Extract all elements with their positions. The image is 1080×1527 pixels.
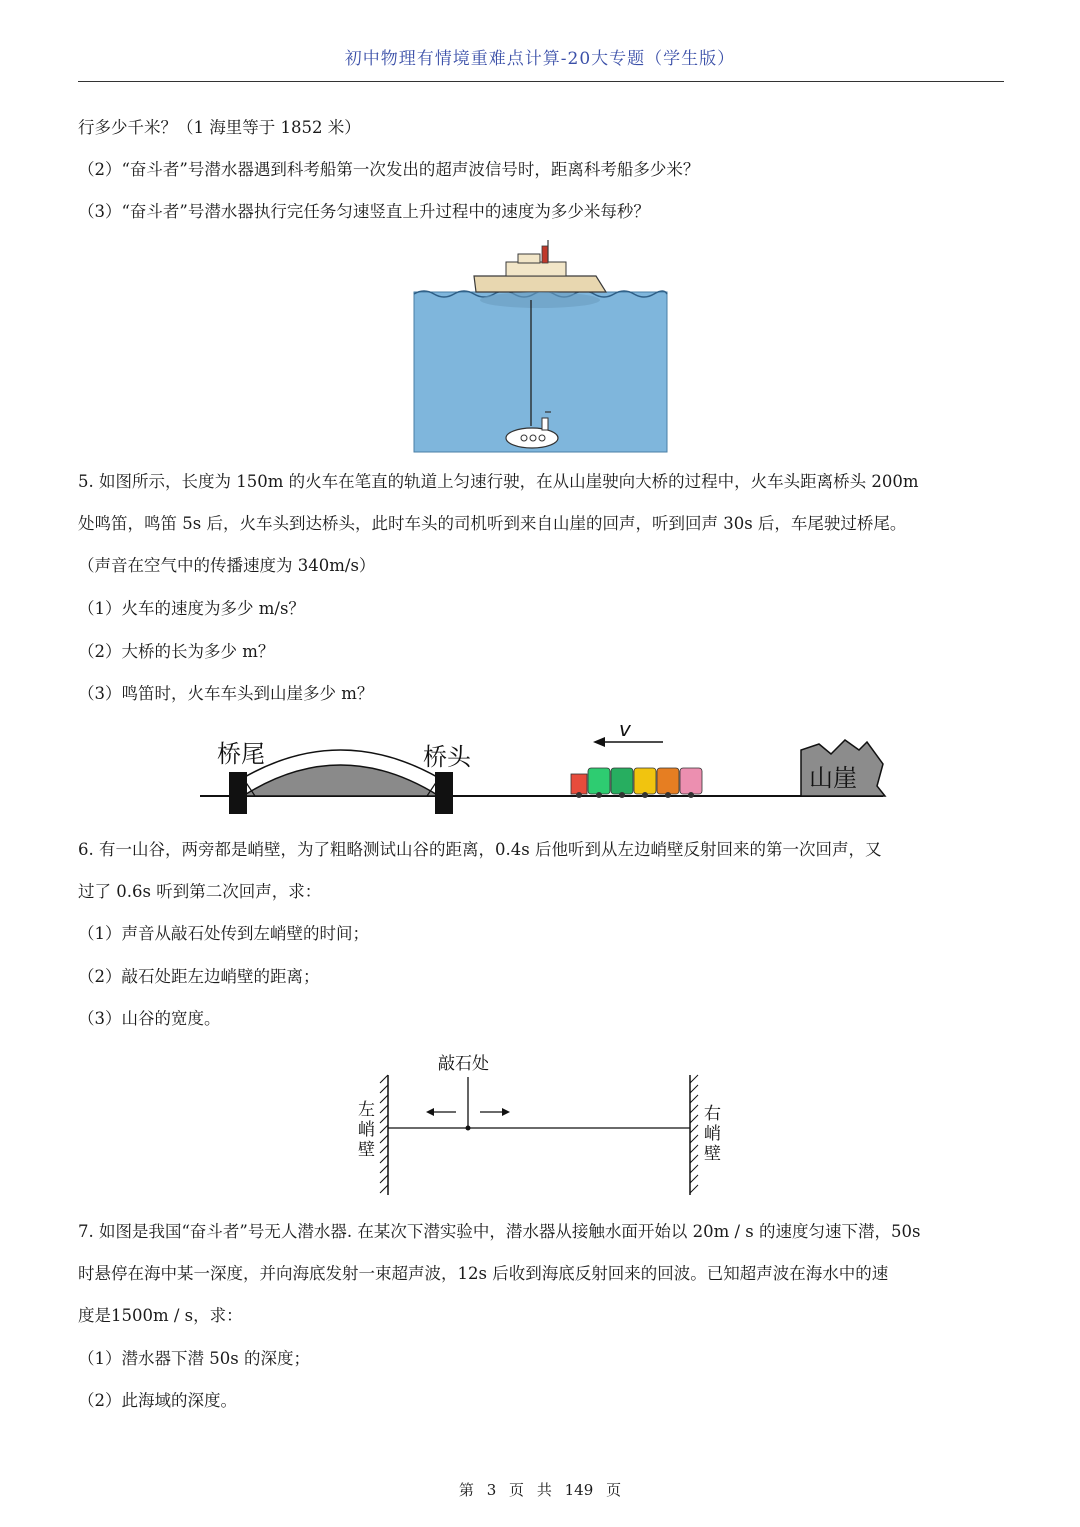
q7-part-1: （1）潜水器下潜 50s 的深度； bbox=[78, 1349, 310, 1368]
right-wall-label-2: 峭 bbox=[704, 1124, 721, 1144]
left-wall-label-1: 左 bbox=[358, 1100, 375, 1120]
q5-part-1: （1）火车的速度为多少 m/s？ bbox=[78, 599, 305, 618]
footer-total-word: 共 bbox=[536, 1481, 552, 1499]
left-wall-label-2: 峭 bbox=[358, 1120, 375, 1140]
q5-line-1: 5. 如图所示，长度为 150m 的火车在笔直的轨道上匀速行驶，在从山崖驶向大桥的过程中，火车头距离桥头 200m bbox=[78, 472, 919, 491]
right-wall-label-1: 右 bbox=[704, 1104, 721, 1124]
ship-submarine-figure bbox=[410, 236, 670, 456]
valley-echo-figure bbox=[350, 1045, 730, 1200]
header-divider bbox=[78, 81, 1004, 82]
cliff-label: 山崖 bbox=[809, 764, 857, 792]
q4-part-3: （3）“奋斗者”号潜水器执行完任务匀速竖直上升过程中的速度为多少米每秒？ bbox=[78, 202, 650, 221]
q4-continuation: 行多少千米？（1 海里等于 1852 米） bbox=[78, 118, 361, 137]
bridge-head-label: 桥头 bbox=[423, 743, 471, 771]
bridge-tail-label: 桥尾 bbox=[217, 740, 265, 768]
q4-part-2: （2）“奋斗者”号潜水器遇到科考船第一次发出的超声波信号时，距离科考船多少米？ bbox=[78, 160, 700, 179]
q6-part-1: （1）声音从敲石处传到左峭壁的时间； bbox=[78, 924, 369, 943]
q6-part-2: （2）敲石处距左边峭壁的距离； bbox=[78, 967, 320, 986]
q5-part-2: （2）大桥的长为多少 m？ bbox=[78, 642, 275, 661]
right-wall-label-3: 壁 bbox=[704, 1144, 721, 1164]
q7-line-2: 时悬停在海中某一深度，并向海底发射一束超声波，12s 后收到海底反射回来的回波。已知超声波在海水中的速 bbox=[78, 1264, 889, 1283]
footer-page-word: 页 bbox=[509, 1481, 525, 1499]
q6-part-3: （3）山谷的宽度。 bbox=[78, 1009, 221, 1028]
footer-page-number: 3 bbox=[486, 1481, 497, 1499]
page-footer bbox=[0, 1479, 1080, 1500]
q5-line-2: 处鸣笛，鸣笛 5s 后，火车头到达桥头，此时车头的司机听到来自山崖的回声，听到回声 30s 后，车尾驶过桥尾。 bbox=[78, 514, 907, 533]
q5-line-3: （声音在空气中的传播速度为 340m/s） bbox=[78, 556, 376, 575]
velocity-label: v bbox=[619, 717, 631, 741]
q7-line-3: 度是1500m / s，求： bbox=[78, 1306, 243, 1325]
footer-total-pages: 149 bbox=[564, 1481, 594, 1499]
strike-point-label: 敲石处 bbox=[438, 1054, 489, 1074]
q7-line-1: 7. 如图是我国“奋斗者”号无人潜水器. 在某次下潜实验中，潜水器从接触水面开始以 20m / s 的速度匀速下潜，50s bbox=[78, 1222, 921, 1241]
left-wall-label-3: 壁 bbox=[358, 1140, 375, 1160]
q6-line-1: 6. 有一山谷，两旁都是峭壁，为了粗略测试山谷的距离，0.4s 后他听到从左边峭壁反射回来的第一次回声，又 bbox=[78, 840, 882, 859]
footer-end-word: 页 bbox=[606, 1481, 622, 1499]
q7-part-2: （2）此海域的深度。 bbox=[78, 1391, 237, 1410]
q6-line-2: 过了 0.6s 听到第二次回声，求： bbox=[78, 882, 322, 901]
footer-page-prefix: 第 bbox=[458, 1481, 474, 1499]
q5-part-3: （3）鸣笛时，火车车头到山崖多少 m？ bbox=[78, 684, 374, 703]
train-bridge-figure bbox=[195, 712, 895, 822]
page-header-title: 初中物理有情境重难点计算-20大专题（学生版） bbox=[344, 49, 736, 69]
